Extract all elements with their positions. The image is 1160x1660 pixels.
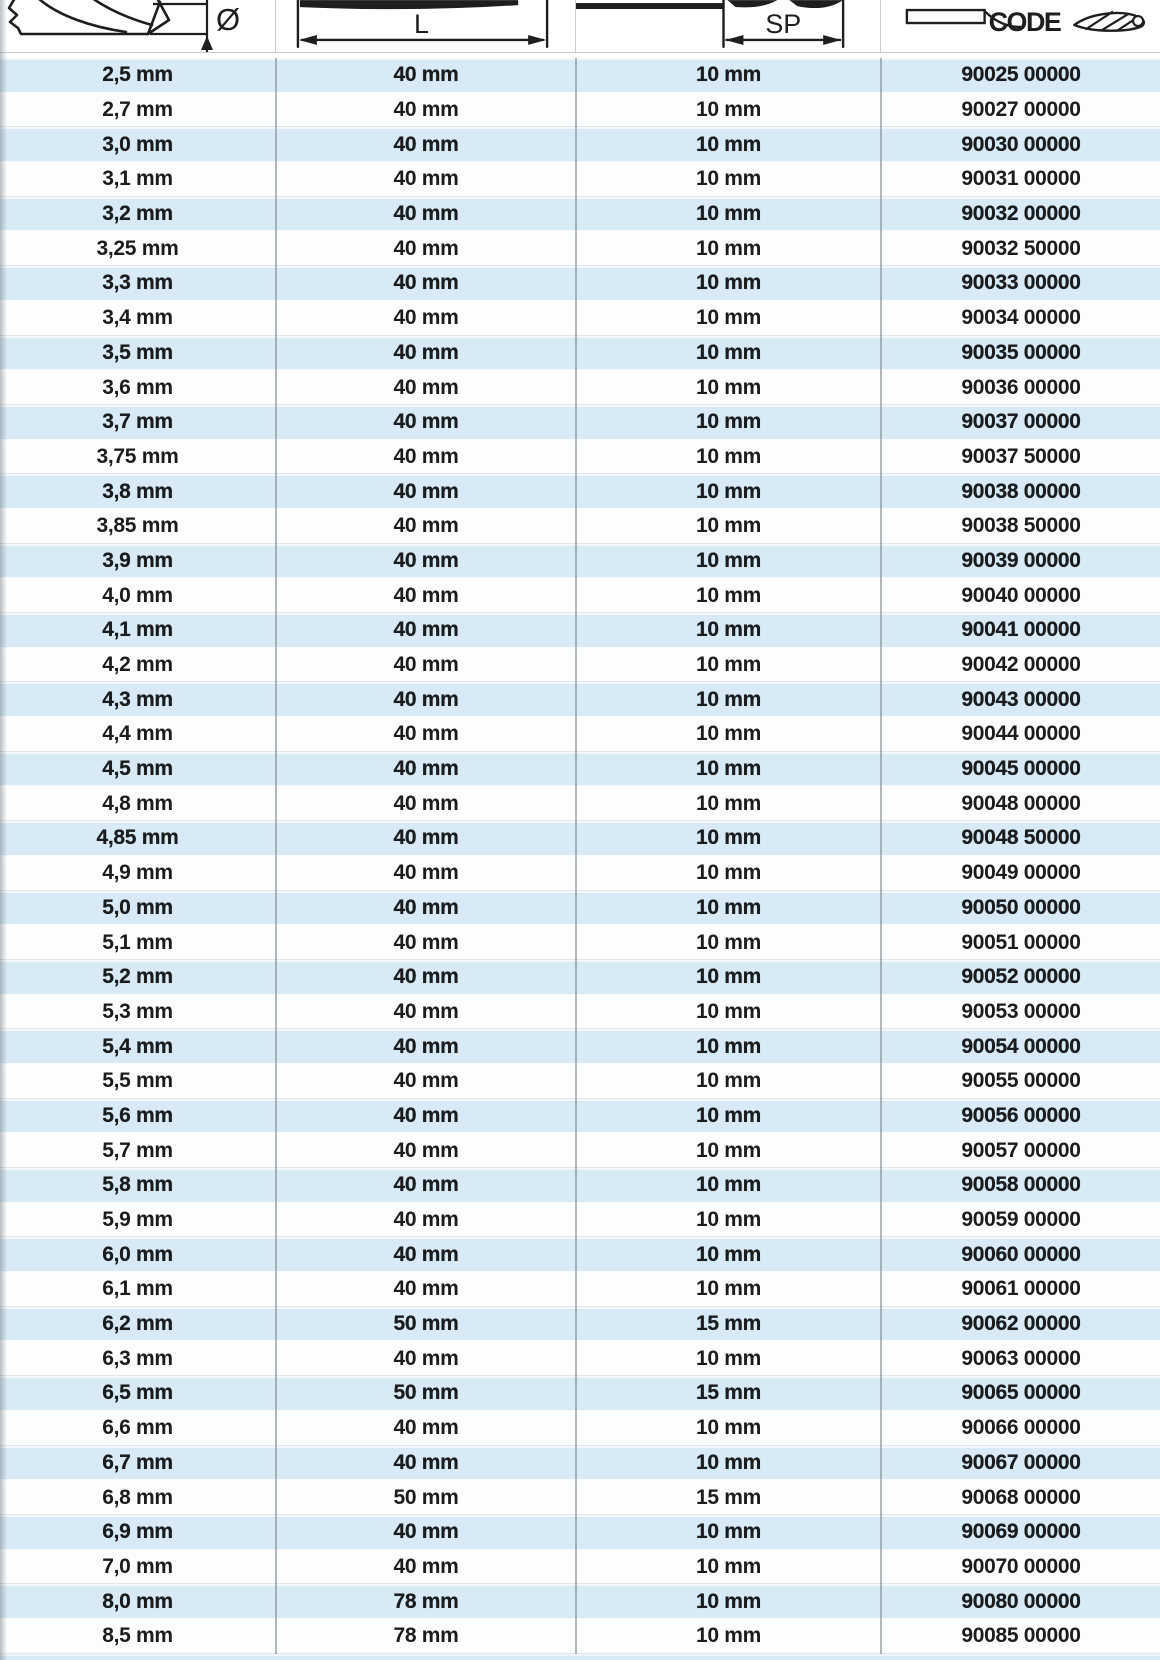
cell-spiral-length: 10 mm [575,891,880,926]
cell-diameter: 4,2 mm [102,653,173,677]
cell-diameter: 3,0 mm [102,132,173,156]
cell-diameter: 6,3 mm [102,1346,173,1370]
cell-code: 90038 00000 [880,474,1160,509]
cell-spiral-length: 10 mm [575,1515,880,1550]
cell-code: 90061 00000 [880,1272,1160,1307]
cell-diameter: 3,75 mm [96,444,179,468]
cell-diameter: 3,7 mm [102,410,173,434]
cell-diameter: 5,6 mm [102,1103,173,1127]
cell-length: 40 mm [275,93,575,128]
cell-spiral-length: 10 mm [575,162,880,197]
cell-length: 40 mm [275,960,575,995]
table-row [0,231,1160,266]
table-row [0,1376,1160,1411]
cell-spiral-length: 10 mm [575,1168,880,1203]
cell-spiral-length: 10 mm [575,1099,880,1134]
table-row [0,1619,1160,1654]
cell-length: 78 mm [275,1584,575,1619]
cell-spiral-length: 10 mm [575,717,880,752]
cell-diameter: 5,3 mm [102,999,173,1023]
cell-diameter: 4,9 mm [102,861,173,885]
cell-code: 90058 00000 [880,1168,1160,1203]
cell-diameter: 6,8 mm [102,1485,173,1509]
cell-spiral-length: 10 mm [575,197,880,232]
table-row [0,162,1160,197]
cell-spiral-length: 10 mm [575,1584,880,1619]
table-row [0,613,1160,648]
cell-length: 40 mm [275,648,575,683]
cell-spiral-length: 10 mm [575,578,880,613]
cell-code: 90034 00000 [880,301,1160,336]
table-row [0,1029,1160,1064]
cell-code: 90043 00000 [880,682,1160,717]
cell-diameter: 7,0 mm [102,1554,173,1578]
cell-spiral-length: 10 mm [575,474,880,509]
table-row [0,301,1160,336]
next-row-partial-sliver [0,1654,1160,1660]
table-row [0,925,1160,960]
cell-code: 90053 00000 [880,995,1160,1030]
cell-code: 90049 00000 [880,856,1160,891]
table-row [0,336,1160,371]
header-col-length [275,0,575,52]
cell-diameter: 3,4 mm [102,306,173,330]
cell-code: 90039 00000 [880,544,1160,579]
cell-code: 90032 50000 [880,231,1160,266]
cell-diameter: 3,5 mm [102,340,173,364]
cell-length: 40 mm [275,1272,575,1307]
cell-spiral-length: 10 mm [575,127,880,162]
cell-diameter: 3,8 mm [102,479,173,503]
cell-code: 90062 00000 [880,1307,1160,1342]
spiral-length-dimension-diagram [576,0,880,52]
cell-length: 40 mm [275,717,575,752]
table-row [0,1064,1160,1099]
table-row [0,995,1160,1030]
cell-length: 40 mm [275,856,575,891]
cell-diameter: 4,5 mm [102,757,173,781]
cell-diameter: 5,7 mm [102,1138,173,1162]
table-header [0,0,1160,58]
cell-code: 90065 00000 [880,1376,1160,1411]
cell-code: 90036 00000 [880,370,1160,405]
cell-length: 40 mm [275,405,575,440]
cell-length: 40 mm [275,613,575,648]
spiral-symbol: SP [765,8,802,39]
cell-spiral-length: 10 mm [575,1550,880,1585]
cell-diameter: 6,1 mm [102,1277,173,1301]
table-row [0,93,1160,128]
cell-spiral-length: 10 mm [575,231,880,266]
cell-code: 90080 00000 [880,1584,1160,1619]
table-row [0,1203,1160,1238]
cell-spiral-length: 10 mm [575,544,880,579]
cell-spiral-length: 10 mm [575,995,880,1030]
cell-spiral-length: 10 mm [575,648,880,683]
table-row [0,1307,1160,1342]
cell-length: 40 mm [275,752,575,787]
cell-length: 40 mm [275,1064,575,1099]
cell-length: 40 mm [275,58,575,93]
table-row [0,856,1160,891]
cell-code: 90060 00000 [880,1237,1160,1272]
cell-spiral-length: 10 mm [575,266,880,301]
table-row [0,1550,1160,1585]
cell-spiral-length: 10 mm [575,960,880,995]
cell-length: 40 mm [275,1446,575,1481]
table-row [0,960,1160,995]
table-row [0,1446,1160,1481]
table-row [0,752,1160,787]
cell-length: 40 mm [275,301,575,336]
cell-spiral-length: 10 mm [575,58,880,93]
cell-length: 40 mm [275,1203,575,1238]
cell-spiral-length: 10 mm [575,821,880,856]
table-row [0,1272,1160,1307]
cell-length: 40 mm [275,127,575,162]
cell-code: 90040 00000 [880,578,1160,613]
drill-bit-side-view-icon [881,0,1160,52]
code-symbol: CODE [988,6,1061,37]
cell-spiral-length: 10 mm [575,1064,880,1099]
cell-diameter: 3,2 mm [102,202,173,226]
cell-spiral-length: 10 mm [575,856,880,891]
cell-code: 90085 00000 [880,1619,1160,1654]
cell-diameter: 3,1 mm [102,167,173,191]
cell-diameter: 6,7 mm [102,1450,173,1474]
length-symbol: L [414,8,429,39]
cell-length: 40 mm [275,370,575,405]
table-row [0,370,1160,405]
table-row [0,648,1160,683]
cell-code: 90025 00000 [880,58,1160,93]
cell-length: 40 mm [275,1237,575,1272]
cell-code: 90056 00000 [880,1099,1160,1134]
cell-diameter: 4,0 mm [102,583,173,607]
cell-diameter: 3,85 mm [96,514,179,538]
cell-spiral-length: 15 mm [575,1480,880,1515]
cell-length: 40 mm [275,1029,575,1064]
cell-length: 40 mm [275,1341,575,1376]
cell-diameter: 6,2 mm [102,1312,173,1336]
cell-code: 90030 00000 [880,127,1160,162]
cell-diameter: 5,2 mm [102,965,173,989]
cell-code: 90035 00000 [880,336,1160,371]
cell-length: 40 mm [275,509,575,544]
cell-code: 90037 50000 [880,440,1160,475]
cell-length: 50 mm [275,1376,575,1411]
cell-diameter: 4,85 mm [96,826,179,850]
cell-spiral-length: 10 mm [575,370,880,405]
diameter-symbol: Ø [216,2,241,37]
cell-diameter: 5,1 mm [102,930,173,954]
cell-spiral-length: 10 mm [575,509,880,544]
header-col-spiral [575,0,880,52]
cell-diameter: 8,0 mm [102,1589,173,1613]
cell-length: 40 mm [275,1168,575,1203]
cell-length: 40 mm [275,786,575,821]
cell-spiral-length: 10 mm [575,1237,880,1272]
header-col-code [880,0,1160,52]
table-row [0,1133,1160,1168]
table-row [0,578,1160,613]
cell-spiral-length: 10 mm [575,1411,880,1446]
table-row [0,1168,1160,1203]
cell-code: 90068 00000 [880,1480,1160,1515]
cell-length: 40 mm [275,197,575,232]
cell-diameter: 3,6 mm [102,375,173,399]
cell-spiral-length: 10 mm [575,752,880,787]
cell-code: 90037 00000 [880,405,1160,440]
cell-code: 90031 00000 [880,162,1160,197]
cell-spiral-length: 10 mm [575,613,880,648]
cell-spiral-length: 10 mm [575,405,880,440]
table-row [0,1480,1160,1515]
table-row [0,474,1160,509]
cell-diameter: 4,8 mm [102,791,173,815]
cell-spiral-length: 10 mm [575,1446,880,1481]
table-row [0,1341,1160,1376]
table-row [0,58,1160,93]
cell-code: 90051 00000 [880,925,1160,960]
cell-spiral-length: 10 mm [575,1203,880,1238]
cell-diameter: 6,6 mm [102,1416,173,1440]
cell-spiral-length: 10 mm [575,440,880,475]
cell-length: 40 mm [275,925,575,960]
cell-code: 90045 00000 [880,752,1160,787]
cell-code: 90038 50000 [880,509,1160,544]
cell-diameter: 4,3 mm [102,687,173,711]
cell-code: 90067 00000 [880,1446,1160,1481]
cell-length: 50 mm [275,1307,575,1342]
table-row [0,821,1160,856]
cell-diameter: 5,4 mm [102,1034,173,1058]
cell-diameter: 5,5 mm [102,1069,173,1093]
cell-code: 90052 00000 [880,960,1160,995]
cell-code: 90054 00000 [880,1029,1160,1064]
cell-code: 90048 50000 [880,821,1160,856]
cell-length: 40 mm [275,682,575,717]
cell-code: 90033 00000 [880,266,1160,301]
cell-spiral-length: 10 mm [575,336,880,371]
cell-diameter: 4,1 mm [102,618,173,642]
cell-spiral-length: 10 mm [575,682,880,717]
table-row [0,544,1160,579]
cell-length: 40 mm [275,231,575,266]
table-row [0,509,1160,544]
cell-spiral-length: 10 mm [575,925,880,960]
cell-spiral-length: 10 mm [575,1341,880,1376]
cell-spiral-length: 10 mm [575,93,880,128]
table-row [0,127,1160,162]
table-row [0,1411,1160,1446]
cell-diameter: 2,5 mm [102,63,173,87]
cell-diameter: 5,0 mm [102,895,173,919]
cell-diameter: 3,25 mm [96,236,179,260]
cell-code: 90059 00000 [880,1203,1160,1238]
cell-code: 90048 00000 [880,786,1160,821]
cell-length: 40 mm [275,162,575,197]
cell-code: 90044 00000 [880,717,1160,752]
table-row [0,1584,1160,1619]
cell-code: 90027 00000 [880,93,1160,128]
cell-length: 40 mm [275,266,575,301]
cell-diameter: 5,8 mm [102,1173,173,1197]
cell-length: 50 mm [275,1480,575,1515]
cell-diameter: 3,9 mm [102,548,173,572]
cell-length: 40 mm [275,1515,575,1550]
table-row [0,1237,1160,1272]
cell-code: 90032 00000 [880,197,1160,232]
cell-diameter: 8,5 mm [102,1624,173,1648]
table-body [0,58,1160,1654]
cell-code: 90070 00000 [880,1550,1160,1585]
table-row [0,1515,1160,1550]
cell-code: 90050 00000 [880,891,1160,926]
cell-spiral-length: 10 mm [575,1133,880,1168]
cell-length: 40 mm [275,544,575,579]
table-row [0,786,1160,821]
table-row [0,682,1160,717]
table-row [0,266,1160,301]
cell-diameter: 2,7 mm [102,98,173,122]
cell-code: 90066 00000 [880,1411,1160,1446]
cell-code: 90063 00000 [880,1341,1160,1376]
cell-code: 90069 00000 [880,1515,1160,1550]
table-row [0,405,1160,440]
cell-code: 90057 00000 [880,1133,1160,1168]
overall-length-dimension-diagram [276,0,575,52]
cell-length: 40 mm [275,1133,575,1168]
cell-length: 40 mm [275,995,575,1030]
cell-length: 40 mm [275,891,575,926]
cell-spiral-length: 10 mm [575,1029,880,1064]
table-row [0,717,1160,752]
cell-diameter: 6,0 mm [102,1242,173,1266]
cell-length: 40 mm [275,1411,575,1446]
cell-length: 40 mm [275,1099,575,1134]
cell-spiral-length: 10 mm [575,1619,880,1654]
cell-spiral-length: 15 mm [575,1376,880,1411]
drill-bit-diameter-diagram [0,0,275,52]
cell-code: 90042 00000 [880,648,1160,683]
table-row [0,891,1160,926]
table-row [0,1099,1160,1134]
cell-length: 40 mm [275,336,575,371]
cell-length: 40 mm [275,821,575,856]
cell-length: 78 mm [275,1619,575,1654]
cell-length: 40 mm [275,578,575,613]
cell-spiral-length: 10 mm [575,786,880,821]
cell-diameter: 3,3 mm [102,271,173,295]
cell-length: 40 mm [275,474,575,509]
cell-code: 90041 00000 [880,613,1160,648]
cell-spiral-length: 10 mm [575,1272,880,1307]
cell-spiral-length: 10 mm [575,301,880,336]
cell-spiral-length: 15 mm [575,1307,880,1342]
cell-diameter: 4,4 mm [102,722,173,746]
cell-diameter: 6,5 mm [102,1381,173,1405]
cell-length: 40 mm [275,440,575,475]
cell-diameter: 6,9 mm [102,1520,173,1544]
cell-code: 90055 00000 [880,1064,1160,1099]
table-row [0,197,1160,232]
cell-diameter: 5,9 mm [102,1208,173,1232]
table-row [0,440,1160,475]
header-col-diameter [0,0,275,52]
cell-length: 40 mm [275,1550,575,1585]
